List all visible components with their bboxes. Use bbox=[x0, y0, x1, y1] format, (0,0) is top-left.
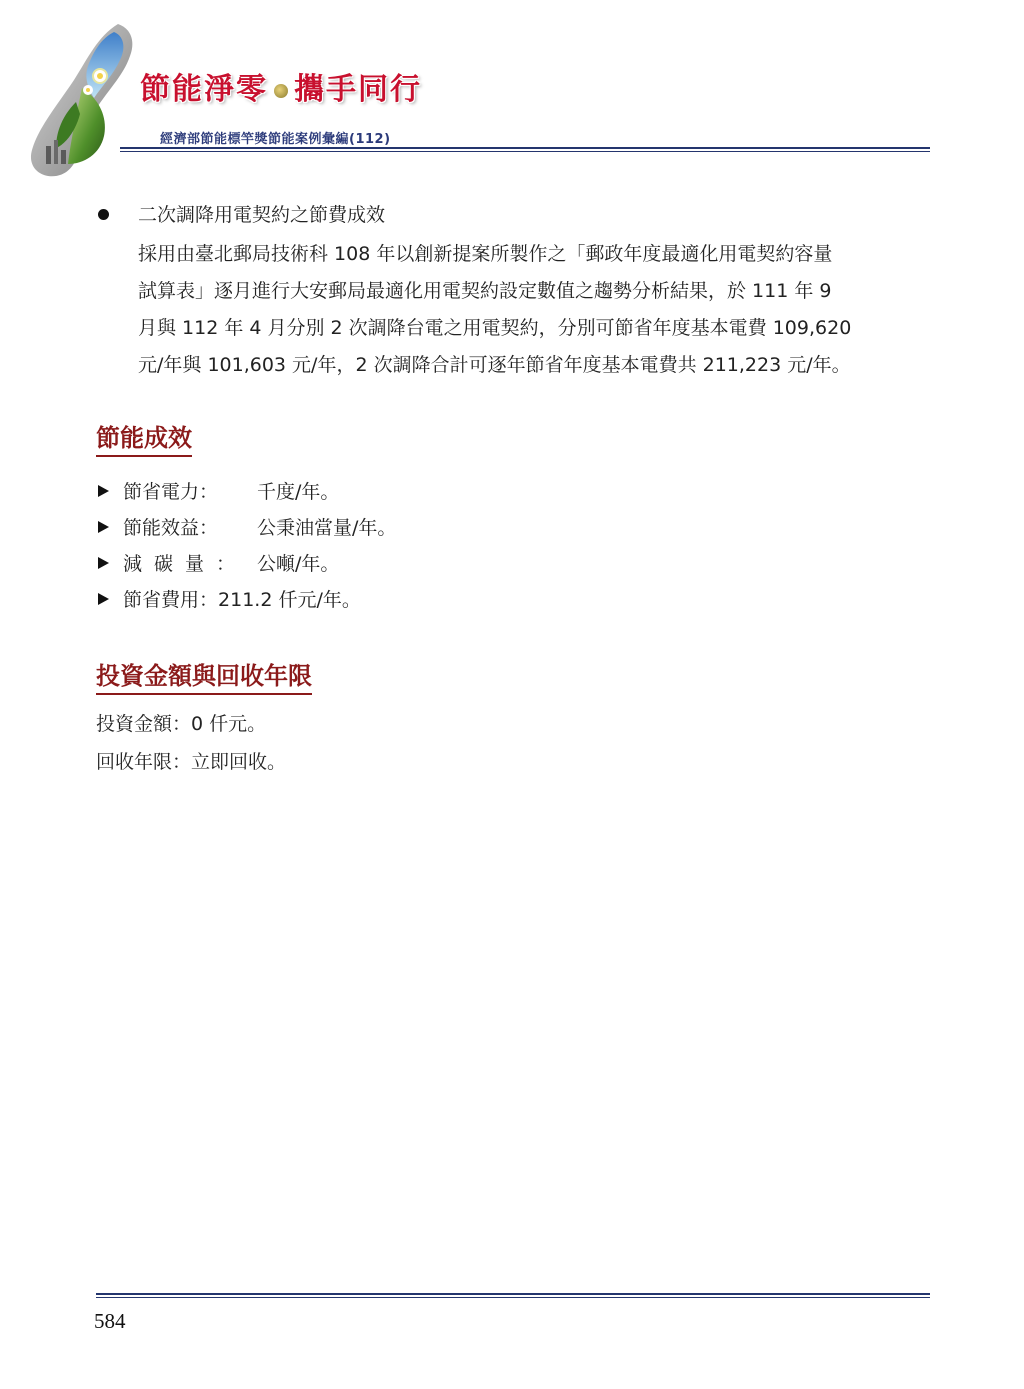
list-item-power-saved bbox=[96, 477, 396, 513]
list-item-carbon-reduction bbox=[96, 549, 396, 585]
paragraph-line: 元/年與 101,603 元/年，2 次調降合計可逐年節省年度基本電費共 211,223 元/年。 bbox=[138, 354, 851, 376]
item-label: 節省電力： bbox=[123, 481, 219, 503]
bullet-title: 二次調降用電契約之節費成效 bbox=[138, 204, 386, 226]
page-header bbox=[0, 0, 1024, 190]
slogan-title bbox=[140, 64, 422, 108]
item-value: 千度/年。 bbox=[257, 481, 340, 503]
slogan-right: 攜手同行 bbox=[294, 72, 422, 107]
paragraph-line: 月與 112 年 4 月分別 2 次調降台電之用電契約，分別可節省年度基本電費 109,620 bbox=[138, 317, 852, 339]
item-label: 節省費用： bbox=[123, 589, 219, 611]
bullet-dot-icon bbox=[98, 209, 109, 220]
arrow-bullet-icon bbox=[98, 485, 109, 497]
savings-heading: 節能成效 bbox=[96, 418, 192, 457]
arrow-bullet-icon bbox=[98, 557, 109, 569]
arrow-bullet-icon bbox=[98, 521, 109, 533]
item-value: 公噸/年。 bbox=[257, 553, 340, 575]
bullet-paragraph bbox=[138, 236, 938, 384]
footer-divider bbox=[96, 1293, 930, 1298]
item-value: 公秉油當量/年。 bbox=[257, 517, 397, 539]
header-divider bbox=[120, 147, 930, 152]
list-item-cost-saved bbox=[96, 585, 396, 621]
item-label: 減碳量： bbox=[123, 553, 248, 575]
investment-amount: 投資金額：0 仟元。 bbox=[96, 713, 267, 735]
payback-period: 回收年限：立即回收。 bbox=[96, 751, 287, 773]
investment-heading: 投資金額與回收年限 bbox=[96, 656, 312, 695]
list-item-energy-benefit bbox=[96, 513, 396, 549]
item-value: 211.2 仟元/年。 bbox=[218, 589, 361, 611]
page-number: 584 bbox=[94, 1309, 126, 1333]
taiwan-leaf-emblem-icon bbox=[18, 18, 148, 183]
savings-list bbox=[96, 477, 396, 621]
arrow-bullet-icon bbox=[98, 593, 109, 605]
emblem-dot-icon bbox=[274, 84, 288, 98]
slogan-left: 節能淨零 bbox=[140, 72, 268, 107]
paragraph-line: 試算表」逐月進行大安郵局最適化用電契約設定數值之趨勢分析結果，於 111 年 9 bbox=[138, 280, 832, 302]
book-title: 經濟部節能標竿獎節能案例彙編(112) bbox=[160, 132, 391, 147]
investment-list bbox=[96, 708, 286, 784]
paragraph-line: 採用由臺北郵局技術科 108 年以創新提案所製作之「郵政年度最適化用電契約容量 bbox=[138, 243, 833, 265]
item-label: 節能效益： bbox=[123, 517, 219, 539]
